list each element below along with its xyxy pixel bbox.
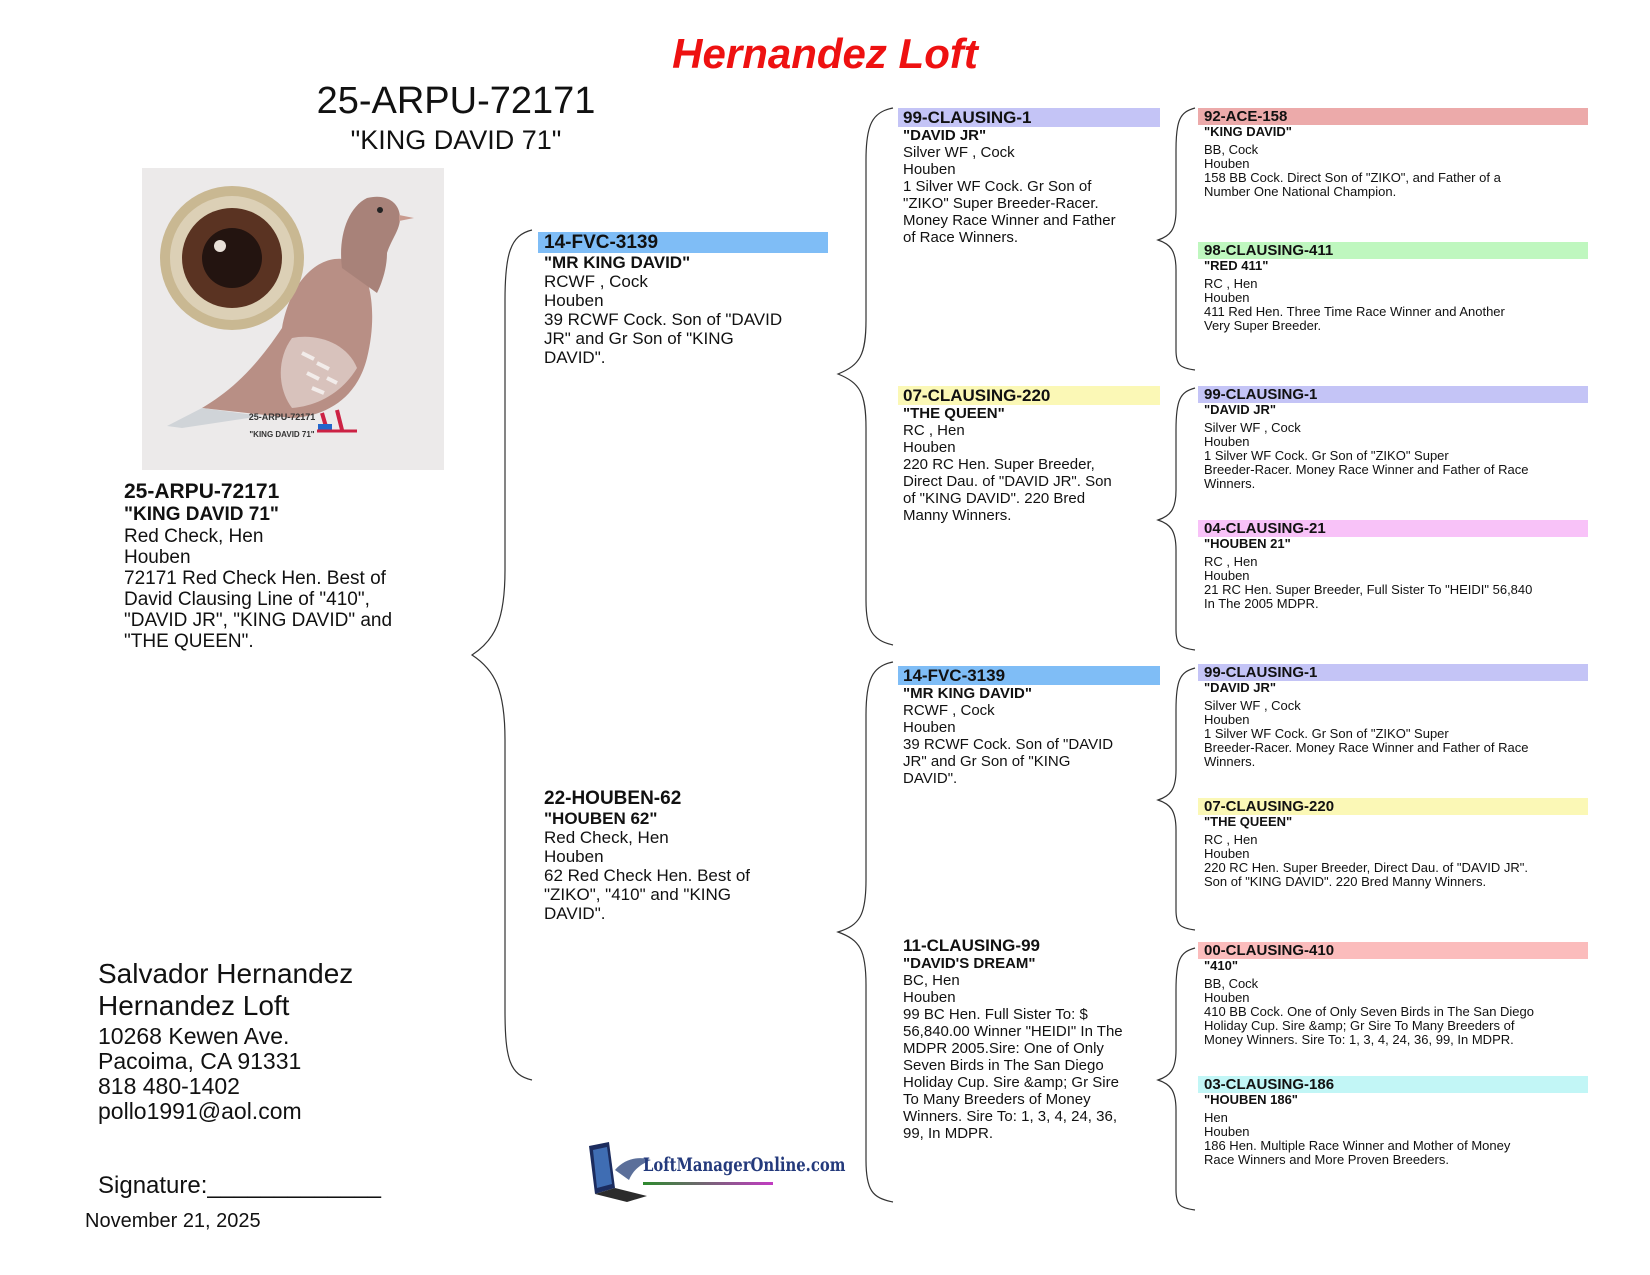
sire-notes: DAVID". [544,348,606,367]
main-bird-name: "KING DAVID 71" [350,125,562,155]
gen2-name: "THE QUEEN" [903,405,1005,422]
subject-color-sex: Red Check, Hen [124,526,264,547]
gen2-name: "MR KING DAVID" [903,685,1032,702]
subject-name: "KING DAVID 71" [124,504,279,525]
gen3-color-sex: Hen [1204,1110,1228,1125]
main-bird-band: 25-ARPU-72171 [316,80,596,122]
gen3-notes: 411 Red Hen. Three Time Race Winner and Another [1204,304,1505,319]
gen3-band: 99-CLAUSING-1 [1198,664,1588,681]
logo-underline [643,1182,773,1185]
gen2-notes: of "KING DAVID". 220 Bred [903,490,1086,507]
gen2-color-sex: RCWF , Cock [903,702,995,719]
gen2-color-sex: BC, Hen [903,972,960,989]
gen3-notes: 158 BB Cock. Direct Son of "ZIKO", and Father of a [1204,170,1501,185]
subject-band: 25-ARPU-72171 [124,480,280,503]
photo-caption-name: "KING DAVID 71" [249,430,315,439]
gen2-name: "DAVID'S DREAM" [903,955,1036,972]
gen2-notes: 39 RCWF Cock. Son of "DAVID [903,736,1114,753]
gen3-name: "DAVID JR" [1204,680,1277,695]
gen3-color-sex: BB, Cock [1204,976,1259,991]
gen2-notes: Manny Winners. [903,507,1012,524]
gen3-breeder: Houben [1204,434,1250,449]
gen3-breeder: Houben [1204,1124,1250,1139]
sire-breeder: Houben [544,291,604,310]
gen3-notes: Number One National Champion. [1204,184,1397,199]
owner-loft: Hernandez Loft [98,990,290,1021]
gen2-notes: of Race Winners. [903,229,1019,246]
gen3-breeder: Houben [1204,990,1250,1005]
gen3-name: "DAVID JR" [1204,402,1277,417]
gen2-notes: To Many Breeders of Money [903,1091,1091,1108]
gen3-band: 03-CLAUSING-186 [1198,1076,1588,1093]
gen2-breeder: Houben [903,439,956,456]
gen3-notes: 220 RC Hen. Super Breeder, Direct Dau. of "DAVID JR". [1204,860,1529,875]
gen3-notes: Race Winners and More Proven Breeders. [1204,1152,1449,1167]
gen3-bird [1198,386,1588,491]
gen2-breeder: Houben [903,719,956,736]
gen3-notes: 410 BB Cock. One of Only Seven Birds in The San Diego [1204,1004,1534,1019]
gen2-band: 14-FVC-3139 [898,666,1160,685]
gen3-notes: Very Super Breeder. [1204,318,1322,333]
owner-email: pollo1991@aol.com [98,1098,302,1124]
gen2-notes: Winners. Sire To: 1, 3, 4, 24, 36, [903,1108,1117,1125]
owner-phone: 818 480-1402 [98,1073,240,1099]
gen2-notes: Seven Birds in The San Diego [903,1057,1104,1074]
gen3-color-sex: BB, Cock [1204,142,1259,157]
gen3-bird [1198,108,1588,199]
gen3-name: "THE QUEEN" [1204,814,1293,829]
gen3-color-sex: Silver WF , Cock [1204,420,1301,435]
owner-block [98,958,458,1124]
gen3-notes: 1 Silver WF Cock. Gr Son of "ZIKO" Super [1204,448,1449,463]
gen3-name: "RED 411" [1204,258,1269,273]
dam-band: 22-HOUBEN-62 [544,788,682,809]
gen3-bird [1198,664,1588,769]
gen2-notes: JR" and Gr Son of "KING [903,753,1071,770]
subject-breeder: Houben [124,547,191,568]
gen3-breeder: Houben [1204,846,1250,861]
gen2-bird [898,936,1160,1142]
gen2-band: 07-CLAUSING-220 [898,386,1160,405]
gen2-band: 99-CLAUSING-1 [898,108,1160,127]
gen3-bird [1198,242,1588,333]
gen2-breeder: Houben [903,161,956,178]
sire-notes: JR" and Gr Son of "KING [544,329,734,348]
gen3-name: "410" [1204,958,1239,973]
gen3-notes: 186 Hen. Multiple Race Winner and Mother of Money [1204,1138,1511,1153]
loftmanager-logo [585,1140,846,1204]
gen2-color-sex: RC , Hen [903,422,965,439]
gen2-notes: "ZIKO" Super Breeder-Racer. [903,195,1099,212]
gen3-bird [1198,798,1588,889]
gen3-band: 92-ACE-158 [1198,108,1588,125]
dam-breeder: Houben [544,847,604,866]
gen2-bird [898,666,1160,787]
gen3-breeder: Houben [1204,712,1250,727]
gen3-notes: Breeder-Racer. Money Race Winner and Father of Race [1204,740,1529,755]
gen2-band: 11-CLAUSING-99 [903,936,1040,955]
gen3-breeder: Houben [1204,156,1250,171]
gen3-band: 00-CLAUSING-410 [1198,942,1588,959]
gen3-notes: Holiday Cup. Sire &amp; Gr Sire To Many Breeders of [1204,1018,1515,1033]
gen3-breeder: Houben [1204,568,1250,583]
gen3-notes: 21 RC Hen. Super Breeder, Full Sister To "HEIDI" 56,840 [1204,582,1533,597]
owner-city: Pacoima, CA 91331 [98,1048,302,1074]
gen2-notes: 1 Silver WF Cock. Gr Son of [903,178,1092,195]
sire-name: "MR KING DAVID" [544,253,691,272]
gen3-bird [1198,1076,1588,1167]
sire-notes: 39 RCWF Cock. Son of "DAVID [544,310,783,329]
signature-line: Signature:_____________ [98,1172,381,1199]
sire-color-sex: RCWF , Cock [544,272,648,291]
sire-band: 14-FVC-3139 [538,232,828,253]
gen2-notes: 99 BC Hen. Full Sister To: $ [903,1006,1088,1023]
gen2-name: "DAVID JR" [903,127,987,144]
gen3-name: "HOUBEN 21" [1204,536,1291,551]
gen2-notes: DAVID". [903,770,958,787]
gen3-band: 04-CLAUSING-21 [1198,520,1588,537]
owner-address: 10268 Kewen Ave. [98,1023,290,1049]
gen3-bird [1198,942,1588,1047]
photo-caption-band: 25-ARPU-72171 [248,412,316,422]
logo-text: LoftManagerOnline.com [643,1154,846,1176]
dam-name: "HOUBEN 62" [544,809,658,828]
gen3-color-sex: RC , Hen [1204,276,1258,291]
gen2-notes: Money Race Winner and Father [903,212,1116,229]
gen2-notes: Holiday Cup. Sire &amp; Gr Sire [903,1074,1119,1091]
gen2-notes: MDPR 2005.Sire: One of Only [903,1040,1104,1057]
dam-block [538,788,828,923]
gen2-notes: 56,840.00 Winner "HEIDI" In The [903,1023,1123,1040]
gen3-notes: 1 Silver WF Cock. Gr Son of "ZIKO" Super [1204,726,1449,741]
gen3-bird [1198,520,1588,611]
loft-title: Hernandez Loft [672,30,978,77]
gen3-notes: Money Winners. Sire To: 1, 3, 4, 24, 36, 99, In MDPR. [1204,1032,1514,1047]
gen2-color-sex: Silver WF , Cock [903,144,1015,161]
gen3-name: "KING DAVID" [1204,124,1292,139]
gen2-bird [898,386,1160,524]
dam-notes: DAVID". [544,904,606,923]
gen3-band: 07-CLAUSING-220 [1198,798,1588,815]
gen3-breeder: Houben [1204,290,1250,305]
subject-notes: David Clausing Line of "410", [124,589,370,610]
gen3-notes: In The 2005 MDPR. [1204,596,1319,611]
gen3-band: 99-CLAUSING-1 [1198,386,1588,403]
gen2-notes: 99, In MDPR. [903,1125,994,1142]
print-date: November 21, 2025 [85,1210,261,1232]
gen2-breeder: Houben [903,989,956,1006]
gen3-color-sex: RC , Hen [1204,832,1258,847]
gen3-band: 98-CLAUSING-411 [1198,242,1588,259]
dam-notes: "ZIKO", "410" and "KING [544,885,732,904]
gen3-color-sex: Silver WF , Cock [1204,698,1301,713]
gen3-notes: Breeder-Racer. Money Race Winner and Father of Race [1204,462,1529,477]
sire-block [538,232,828,367]
dam-notes: 62 Red Check Hen. Best of [544,866,751,885]
subject-notes: "THE QUEEN". [124,631,254,652]
gen3-notes: Son of "KING DAVID". 220 Bred Manny Winners. [1204,874,1487,889]
gen2-notes: Direct Dau. of "DAVID JR". Son [903,473,1112,490]
subject-notes: 72171 Red Check Hen. Best of [124,568,386,589]
gen3-notes: Winners. [1204,476,1256,491]
gen3-name: "HOUBEN 186" [1204,1092,1298,1107]
dam-color-sex: Red Check, Hen [544,828,669,847]
gen3-color-sex: RC , Hen [1204,554,1258,569]
gen2-bird [898,108,1160,246]
owner-name: Salvador Hernandez [98,958,354,989]
gen2-notes: 220 RC Hen. Super Breeder, [903,456,1095,473]
subject-notes: "DAVID JR", "KING DAVID" and [124,610,393,631]
gen3-notes: Winners. [1204,754,1256,769]
